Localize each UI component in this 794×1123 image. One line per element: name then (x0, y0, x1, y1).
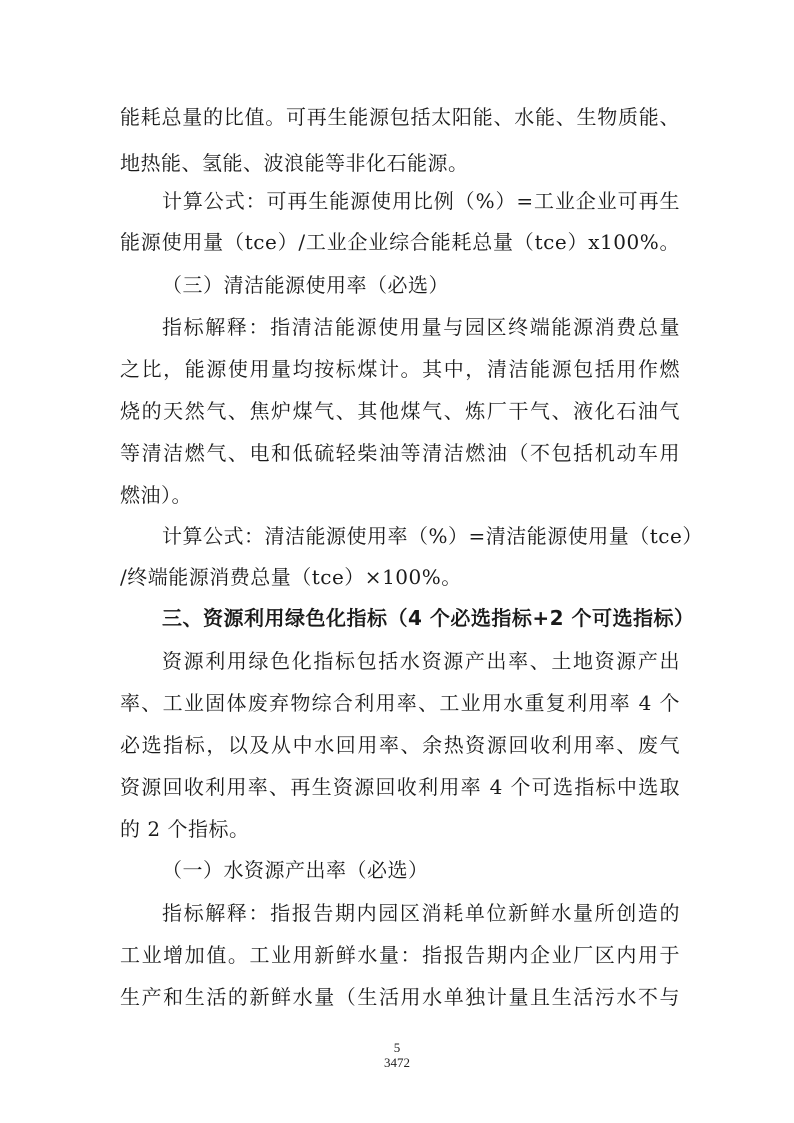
formula-line: 能源使用量（tce）/工业企业综合能耗总量（tce）x100%。 (120, 230, 680, 254)
formula-line: 计算公式：可再生能源使用比例（%）=工业企业可再生 (162, 189, 680, 213)
body-line: 的 2 个指标。 (120, 817, 250, 841)
body-line: 指标解释：指清洁能源使用量与园区终端能源消费总量 (162, 315, 680, 339)
body-line: 等清洁燃气、电和低硫轻柴油等清洁燃油（不包括机动车用 (120, 441, 680, 465)
section-heading: 三、资源利用绿色化指标（4 个必选指标+2 个可选指标） (162, 606, 695, 630)
body-line: 地热能、氢能、波浪能等非化石能源。 (120, 151, 469, 175)
body-line: 资源利用绿色化指标包括水资源产出率、土地资源产出 (162, 649, 680, 673)
body-line: 资源回收利用率、再生资源回收利用率 4 个可选指标中选取 (120, 775, 680, 799)
body-line: 生产和生活的新鲜水量（生活用水单独计量且生活污水不与 (120, 985, 680, 1009)
page-number: 5 (393, 1040, 401, 1055)
formula-line: 计算公式：清洁能源使用率（%）=清洁能源使用量（tce） (162, 524, 703, 548)
document-number: 3472 (384, 1055, 410, 1070)
body-line: 燃油）。 (120, 483, 192, 507)
body-line: 工业增加值。工业用新鲜水量：指报告期内企业厂区内用于 (120, 943, 680, 967)
body-line: 率、工业固体废弃物综合利用率、工业用水重复利用率 4 个 (120, 691, 680, 715)
body-line: 必选指标，以及从中水回用率、余热资源回收利用率、废气 (120, 733, 680, 757)
formula-line: /终端能源消费总量（tce）×100%。 (120, 565, 462, 589)
body-line: 能耗总量的比值。可再生能源包括太阳能、水能、生物质能、 (120, 105, 680, 129)
body-line: 之比，能源使用量均按标煤计。其中，清洁能源包括用作燃 (120, 357, 680, 381)
body-line: 指标解释：指报告期内园区消耗单位新鲜水量所创造的 (162, 901, 680, 925)
body-line: 烧的天然气、焦炉煤气、其他煤气、炼厂干气、液化石油气 (120, 399, 680, 423)
section-subheading: （一）水资源产出率（必选） (162, 858, 429, 882)
section-subheading: （三）清洁能源使用率（必选） (162, 273, 449, 297)
